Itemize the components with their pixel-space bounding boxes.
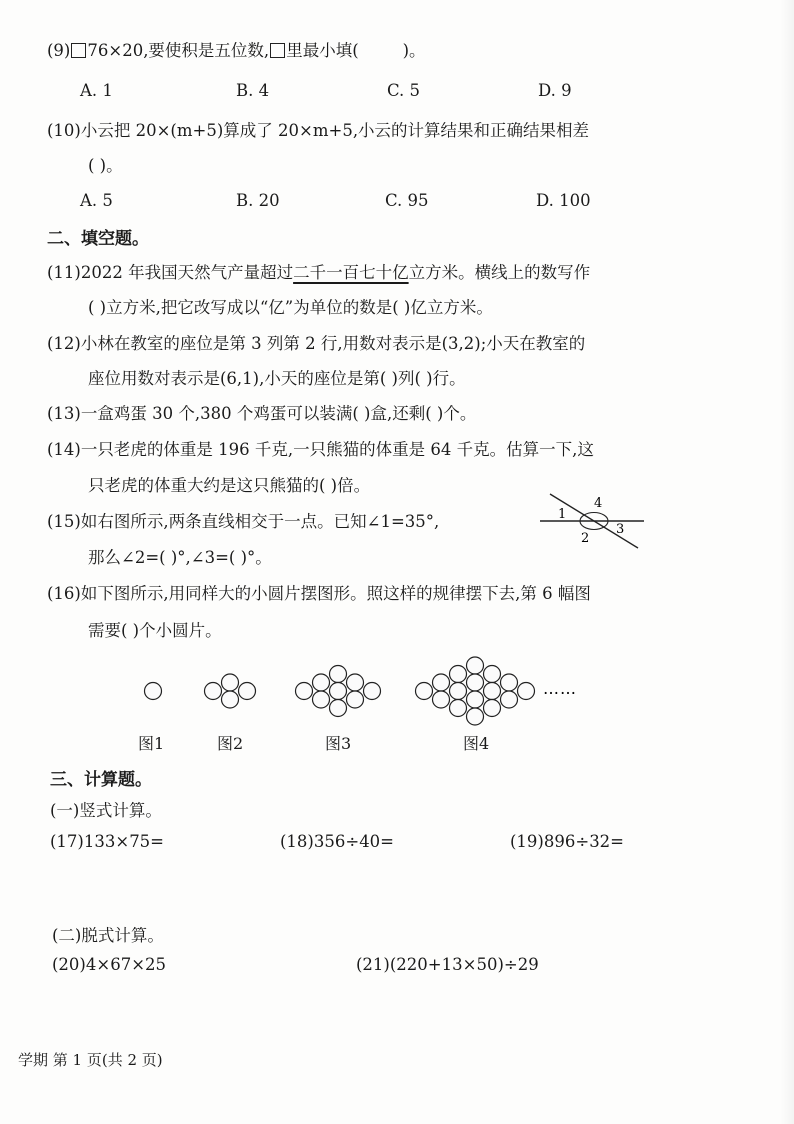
question-10-line-1: (10)小云把 20×(m+5)算成了 20×m+5,小云的计算结果和正确结果相差	[47, 121, 590, 140]
circle-piece	[222, 674, 239, 691]
question-19: (19)896÷32=	[510, 832, 625, 851]
question-11-post: 立方米。横线上的数写作	[408, 263, 591, 282]
q10-option-c: C. 95	[385, 191, 429, 210]
circle-piece	[467, 691, 484, 708]
circle-piece	[296, 683, 313, 700]
question-14-line-1: (14)一只老虎的体重是 196 千克,一只熊猫的体重是 64 千克。估算一下,这	[47, 440, 594, 459]
question-9-text-a: 76×20,要使积是五位数,	[87, 41, 270, 60]
circle-piece	[467, 657, 484, 674]
figure-label-3: 图3	[325, 734, 352, 753]
question-11-line-1	[47, 262, 590, 284]
circle-piece	[330, 683, 347, 700]
circle-piece	[450, 666, 467, 683]
circle-piece	[205, 683, 222, 700]
circle-piece	[501, 691, 518, 708]
circle-piece	[364, 683, 381, 700]
intersecting-lines-diagram	[536, 490, 648, 554]
circle-piece	[433, 674, 450, 691]
q10-option-b: B. 20	[236, 191, 280, 210]
circle-piece	[347, 674, 364, 691]
page-footer: 学期 第 1 页(共 2 页)	[18, 1051, 163, 1069]
circle-piece	[501, 674, 518, 691]
circle-piece	[518, 683, 535, 700]
question-9-number: (9)	[47, 41, 71, 60]
question-15-line-2: 那么∠2=( )°,∠3=( )°。	[88, 548, 272, 567]
blank-box-icon	[270, 43, 285, 58]
question-10-line-2: ( )。	[88, 156, 123, 175]
figure-label-2: 图2	[217, 734, 244, 753]
question-13: (13)一盒鸡蛋 30 个,380 个鸡蛋可以装满( )盒,还剩( )个。	[47, 404, 477, 423]
question-20: (20)4×67×25	[52, 955, 167, 974]
question-12-line-1: (12)小林在教室的座位是第 3 列第 2 行,用数对表示是(3,2);小天在教室的	[47, 334, 586, 353]
pattern-figure-4	[416, 657, 535, 725]
angle-label-2: 2	[581, 531, 590, 546]
section-2-heading: 二、填空题。	[47, 229, 149, 249]
figure-label-4: 图4	[463, 734, 490, 753]
circle-piece	[433, 691, 450, 708]
figure-label-1: 图1	[138, 734, 165, 753]
circle-piece	[484, 683, 501, 700]
pattern-figure-1	[145, 683, 162, 700]
pattern-figure-3	[296, 666, 381, 717]
circle-piece	[416, 683, 433, 700]
pattern-ellipsis: ……	[543, 679, 577, 698]
q9-option-d: D. 9	[538, 81, 572, 100]
question-11-pre: (11)2022 年我国天然气产量超过	[47, 263, 294, 282]
scan-shadow	[780, 0, 794, 1124]
question-11-line-2: ( )立方米,把它改写成以“亿”为单位的数是( )亿立方米。	[88, 298, 493, 317]
part-2-heading: (二)脱式计算。	[52, 926, 164, 945]
circle-piece	[450, 700, 467, 717]
angle-label-4: 4	[594, 496, 603, 511]
question-21: (21)(220+13×50)÷29	[356, 955, 539, 974]
question-9-text-c: )。	[402, 41, 426, 60]
circle-piece	[450, 683, 467, 700]
blank-box-icon	[71, 43, 86, 58]
circle-pattern-figures	[130, 650, 610, 732]
question-9	[47, 40, 426, 62]
angle-label-3: 3	[616, 522, 625, 537]
circle-piece	[467, 674, 484, 691]
circle-piece	[239, 683, 256, 700]
circle-piece	[330, 666, 347, 683]
circle-piece	[313, 691, 330, 708]
circle-piece	[145, 683, 162, 700]
part-1-heading: (一)竖式计算。	[50, 801, 162, 820]
pattern-figure-2	[205, 674, 256, 708]
question-18: (18)356÷40=	[280, 832, 395, 851]
question-16-line-1: (16)如下图所示,用同样大的小圆片摆图形。照这样的规律摆下去,第 6 幅图	[47, 584, 591, 603]
q9-option-c: C. 5	[387, 81, 421, 100]
q10-option-d: D. 100	[536, 191, 591, 210]
question-14-line-2: 只老虎的体重大约是这只熊猫的( )倍。	[88, 476, 371, 495]
question-11-underlined: 二千一百七十亿	[293, 263, 409, 282]
circle-piece	[484, 666, 501, 683]
circle-piece	[347, 691, 364, 708]
q9-option-b: B. 4	[236, 81, 270, 100]
circle-piece	[222, 691, 239, 708]
circle-piece	[484, 700, 501, 717]
circle-piece	[467, 708, 484, 725]
circle-piece	[313, 674, 330, 691]
question-16-line-2: 需要( )个小圆片。	[88, 621, 222, 640]
q9-option-a: A. 1	[80, 81, 113, 100]
section-3-heading: 三、计算题。	[50, 770, 152, 790]
question-9-text-b: 里最小填(	[286, 41, 359, 60]
question-15-line-1: (15)如右图所示,两条直线相交于一点。已知∠1=35°,	[47, 512, 440, 531]
question-12-line-2: 座位用数对表示是(6,1),小天的座位是第( )列( )行。	[88, 369, 466, 388]
circle-piece	[330, 700, 347, 717]
angle-label-1: 1	[558, 507, 567, 522]
question-17: (17)133×75=	[50, 832, 165, 851]
q10-option-a: A. 5	[80, 191, 113, 210]
